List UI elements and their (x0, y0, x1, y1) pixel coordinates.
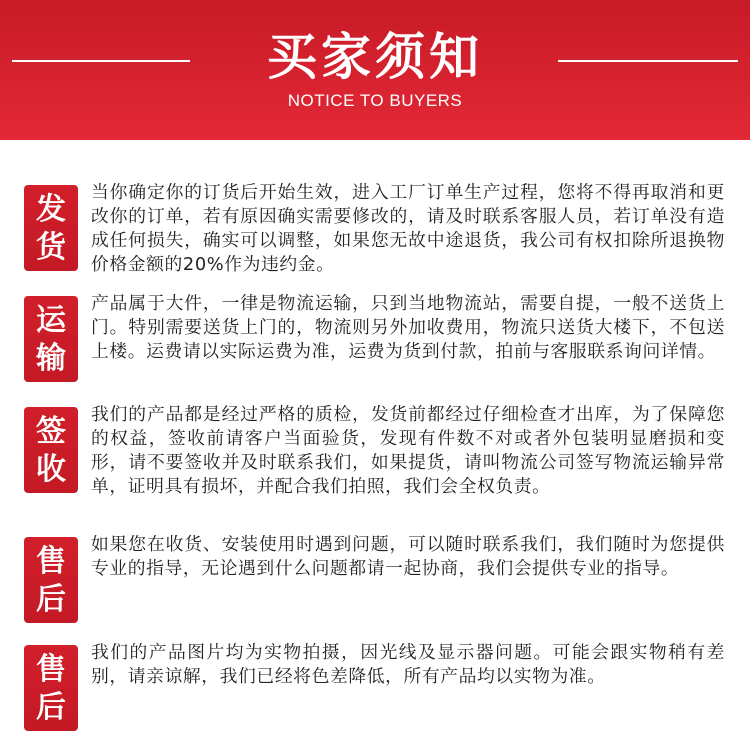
badge-char-top: 运 (36, 303, 66, 338)
section-text-shipping: 当你确定你的订货后开始生效，进入工厂订单生产过程，您将不得再取消和更改你的订单，若有原因确实需要修改的，请及时联系客服人员，若订单没有造成任何损失，确实可以调整，如果您无故中途退货，我公司有权扣除所退换物价格金额的20%作为违约金。 (91, 182, 725, 275)
section-badge-receiving (24, 407, 78, 493)
badge-char-bottom: 收 (36, 452, 66, 487)
section-text-receiving: 我们的产品都是经过严格的质检，发货前都经过仔细检查才出库，为了保障您的权益，签收前请客户当面验货，发现有件数不对或者外包装明显磨损和变形，请不要签收并及时联系我们，如果提货，请叫物流公司签写物流运输异常单，证明具有损坏，并配合我们拍照，我们会全权负责。 (91, 404, 725, 497)
section-text-after-sales: 如果您在收货、安装使用时遇到问题，可以随时联系我们，我们随时为您提供专业的指导，无论遇到什么问题都请一起协商，我们会提供专业的指导。 (91, 534, 725, 579)
section-text-after-sales-photos: 我们的产品图片均为实物拍摄，因光线及显示器问题。可能会跟实物稍有差别，请亲谅解，我们已经将色差降低，所有产品均以实物为准。 (91, 642, 725, 687)
section-badge-after-sales (24, 537, 78, 623)
page-title: 买家须知 (267, 28, 483, 86)
badge-char-top: 签 (36, 414, 66, 449)
section-text-transport: 产品属于大件，一律是物流运输，只到当地物流站，需要自提，一般不送货上门。特别需要送货上门的，物流则另外加收费用，物流只送货大楼下，不包送上楼。运费请以实际运费为准，运费为货到付款，拍前与客服联系询问详情。 (91, 293, 725, 362)
badge-char-top: 发 (36, 192, 66, 227)
badge-char-top: 售 (36, 652, 66, 687)
badge-char-bottom: 输 (36, 341, 66, 376)
header-banner (0, 0, 750, 140)
badge-char-top: 售 (36, 544, 66, 579)
section-badge-shipping (24, 185, 78, 271)
badge-char-bottom: 后 (36, 690, 66, 725)
section-badge-transport (24, 296, 78, 382)
badge-char-bottom: 货 (36, 230, 66, 265)
badge-char-bottom: 后 (36, 582, 66, 617)
section-badge-after-sales-photos (24, 645, 78, 731)
page-subtitle: NOTICE TO BUYERS (287, 91, 463, 110)
